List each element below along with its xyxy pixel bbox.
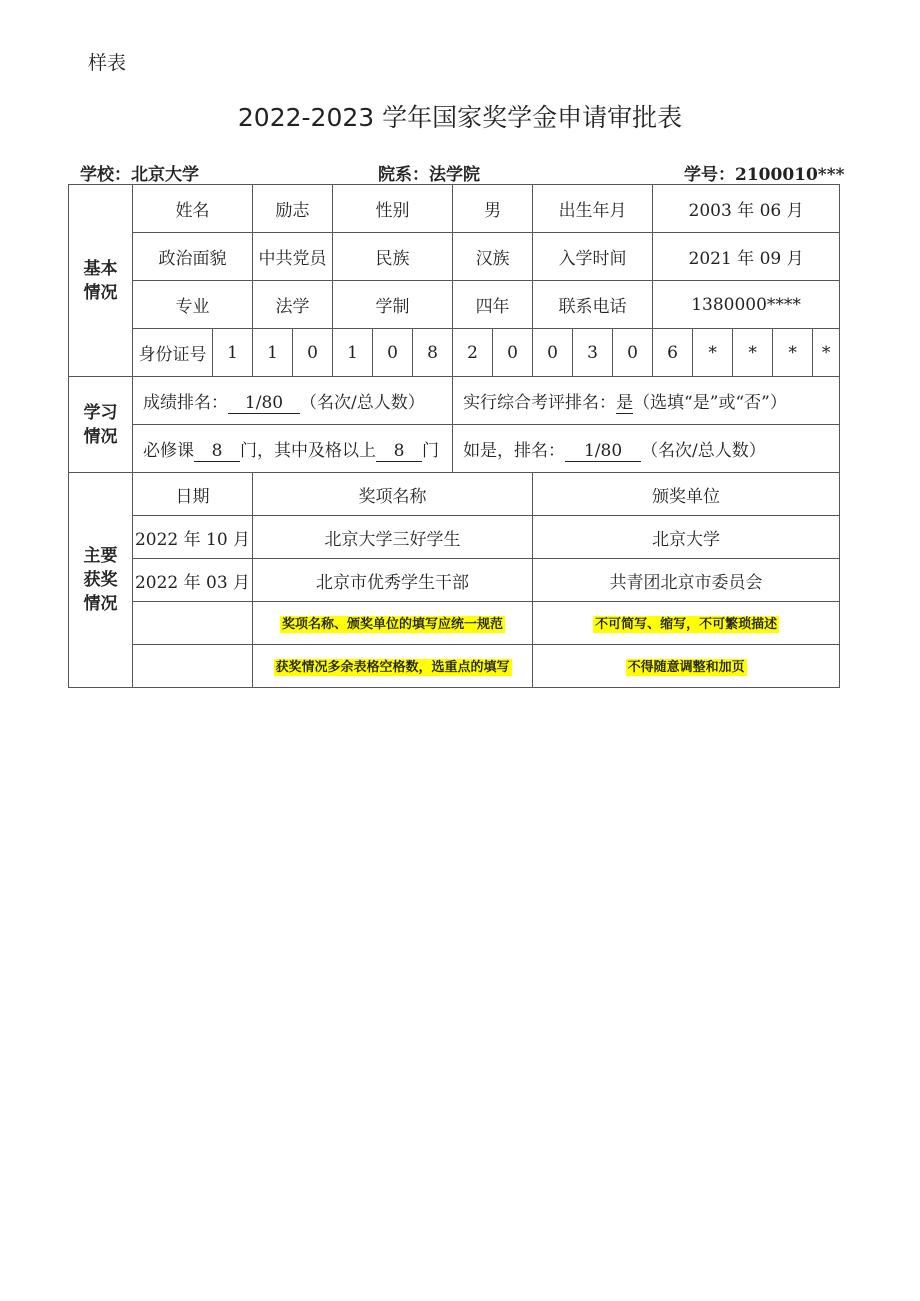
comp-rank-value: 是	[616, 388, 633, 414]
basic-category: 基本 情况	[69, 185, 133, 377]
basic-row-1	[69, 185, 840, 233]
id-digit: 0	[613, 329, 653, 377]
name-label: 姓名	[133, 185, 253, 233]
required-value: 8	[194, 441, 240, 462]
award-org: 共青团北京市委员会	[533, 559, 840, 602]
id-digit: *	[733, 329, 773, 377]
phone-value: 1380000****	[653, 281, 840, 329]
basic-row-3	[69, 281, 840, 329]
name-value: 励志	[253, 185, 333, 233]
if-yes-cell	[453, 425, 840, 473]
id-digit: 3	[573, 329, 613, 377]
id-digit: 0	[493, 329, 533, 377]
sample-label: 样表	[88, 52, 127, 74]
comp-rank-note: （选填“是”或“否”）	[633, 392, 787, 413]
birth-value: 2003 年 06 月	[653, 185, 840, 233]
ethnic-value: 汉族	[453, 233, 533, 281]
id-digit: 0	[373, 329, 413, 377]
study-row-2	[69, 425, 840, 473]
award-note-row	[69, 602, 840, 645]
awards-col-name: 奖项名称	[253, 473, 533, 516]
awards-header-row	[69, 473, 840, 516]
student-id-field: 学号：2100010***	[684, 165, 845, 185]
awards-col-date: 日期	[133, 473, 253, 516]
id-digit: 6	[653, 329, 693, 377]
duration-label: 学制	[333, 281, 453, 329]
school-field: 学校：北京大学	[80, 165, 199, 185]
awards-category: 主要 获奖 情况	[69, 473, 133, 688]
gender-value: 男	[453, 185, 533, 233]
id-digit: 2	[453, 329, 493, 377]
page-title: 2022-2023 学年国家奖学金申请审批表	[237, 103, 683, 132]
political-value: 中共党员	[253, 233, 333, 281]
id-number-row	[69, 329, 840, 377]
gender-label: 性别	[333, 185, 453, 233]
department-field: 院系：法学院	[378, 165, 480, 185]
grade-rank-cell	[133, 377, 453, 425]
award-date: 2022 年 03 月	[133, 559, 253, 602]
major-value: 法学	[253, 281, 333, 329]
grade-rank-value: 1/80	[228, 393, 300, 414]
study-category: 学习 情况	[69, 377, 133, 473]
birth-label: 出生年月	[533, 185, 653, 233]
award-note-2: 不可简写、缩写，不可繁琐描述	[595, 617, 778, 632]
award-note-1: 奖项名称、颁奖单位的填写应统一规范	[282, 617, 504, 632]
id-digit: 8	[413, 329, 453, 377]
political-label: 政治面貌	[133, 233, 253, 281]
id-label: 身份证号	[133, 329, 213, 377]
award-name: 北京市优秀学生干部	[253, 559, 533, 602]
required-courses-cell	[133, 425, 453, 473]
id-digit: *	[813, 329, 840, 377]
basic-row-2	[69, 233, 840, 281]
award-note-3: 获奖情况多余表格空格数，选重点的填写	[275, 660, 510, 675]
award-note-cell	[253, 645, 533, 688]
award-note-cell	[533, 602, 840, 645]
duration-value: 四年	[453, 281, 533, 329]
passed-value: 8	[376, 441, 422, 462]
comp-rank-cell	[453, 377, 840, 425]
application-table	[68, 184, 840, 688]
required-suffix: 门	[422, 440, 439, 461]
required-prefix: 必修课	[143, 440, 194, 461]
id-digit: 1	[333, 329, 373, 377]
awards-col-org: 颁奖单位	[533, 473, 840, 516]
required-mid: 门，其中及格以上	[240, 440, 376, 461]
award-empty-date	[133, 645, 253, 688]
id-digit: 1	[253, 329, 293, 377]
award-row	[69, 516, 840, 559]
id-digit: 1	[213, 329, 253, 377]
major-label: 专业	[133, 281, 253, 329]
id-digit: 0	[533, 329, 573, 377]
award-row	[69, 559, 840, 602]
award-note-cell	[253, 602, 533, 645]
if-yes-label: 如是，排名：	[463, 440, 566, 461]
id-digit: *	[693, 329, 733, 377]
study-row-1	[69, 377, 840, 425]
award-name: 北京大学三好学生	[253, 516, 533, 559]
award-note-cell	[533, 645, 840, 688]
award-note-4: 不得随意调整和加页	[627, 660, 745, 675]
enroll-value: 2021 年 09 月	[653, 233, 840, 281]
ethnic-label: 民族	[333, 233, 453, 281]
if-yes-note: （名次/总人数）	[641, 440, 766, 461]
phone-label: 联系电话	[533, 281, 653, 329]
award-date: 2022 年 10 月	[133, 516, 253, 559]
if-yes-value: 1/80	[565, 441, 641, 462]
id-digit: 0	[293, 329, 333, 377]
comp-rank-label: 实行综合考评排名：	[463, 392, 617, 413]
award-note-row	[69, 645, 840, 688]
grade-rank-label: 成绩排名：	[143, 392, 228, 413]
award-org: 北京大学	[533, 516, 840, 559]
award-empty-date	[133, 602, 253, 645]
grade-rank-note: （名次/总人数）	[300, 392, 425, 413]
enroll-label: 入学时间	[533, 233, 653, 281]
id-digit: *	[773, 329, 813, 377]
